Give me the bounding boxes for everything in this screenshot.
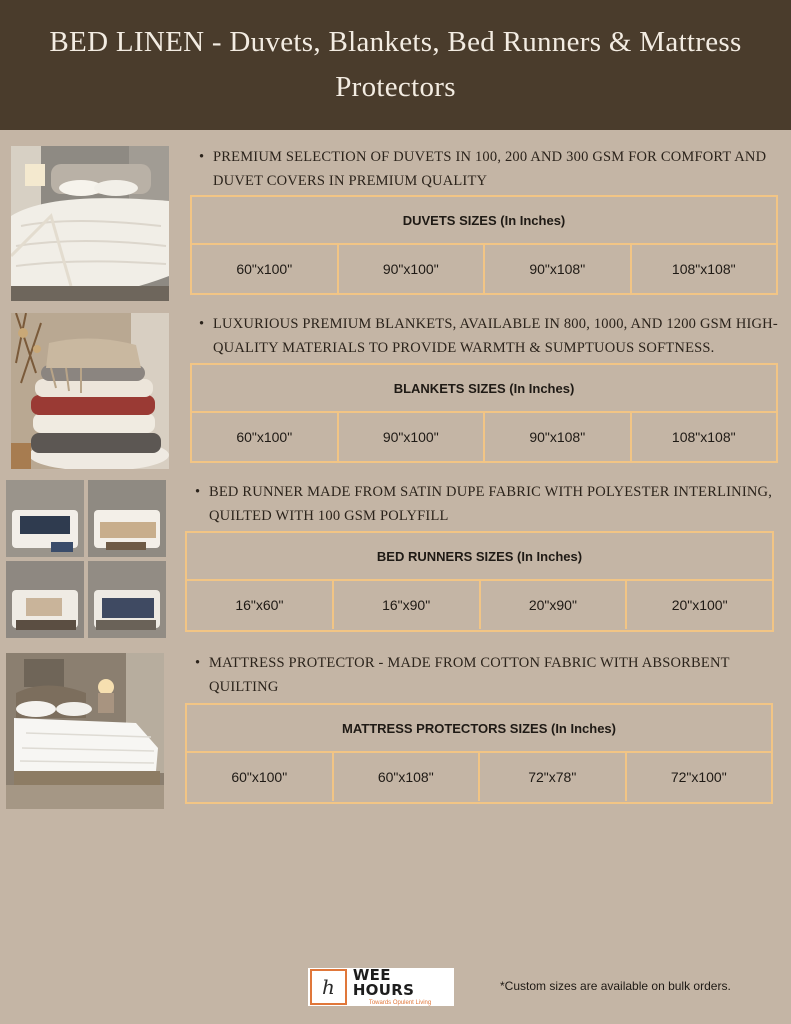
- table-row: [187, 753, 771, 801]
- table-title: DUVETS SIZES (In Inches): [192, 197, 776, 245]
- table-row: [192, 245, 776, 293]
- size-cell: 16"x60": [187, 581, 334, 629]
- size-cell: 90"x108": [485, 245, 632, 293]
- size-cell: 60"x100": [192, 413, 339, 461]
- blanket-stack-photo: [11, 313, 169, 469]
- page-title: BED LINEN - Duvets, Blankets, Bed Runners & Mattress Protectors: [49, 26, 742, 103]
- size-cell: 16"x90": [334, 581, 481, 629]
- size-cell: 90"x108": [485, 413, 632, 461]
- page-header: [0, 0, 791, 130]
- size-cell: 90"x100": [339, 413, 486, 461]
- custom-sizes-note: *Custom sizes are available on bulk orders.: [500, 979, 731, 993]
- table-title: MATTRESS PROTECTORS SIZES (In Inches): [187, 705, 771, 753]
- table-title: BED RUNNERS SIZES (In Inches): [187, 533, 772, 581]
- duvet-bed-photo: [11, 146, 169, 301]
- size-cell: 60"x100": [192, 245, 339, 293]
- bed-runner-collage-photo: [6, 480, 166, 638]
- size-cell: 20"x90": [481, 581, 628, 629]
- logo-name: WEE HOURS: [352, 966, 415, 999]
- logo-tagline: Towards Opulent Living: [368, 1000, 432, 1006]
- size-cell: 108"x108": [671, 261, 736, 277]
- blanket-description: • LUXURIOUS PREMIUM BLANKETS, AVAILABLE IN 800, 1000, AND 1200 GSM HIGH-QUALITY MATERIALS TO PROVIDE WARMTH & SUMPTUOUS SOFTNESS.: [199, 316, 778, 356]
- table-row: [187, 581, 772, 629]
- mattress-protector-description: • MATTRESS PROTECTOR - MADE FROM COTTON FABRIC WITH ABSORBENT QUILTING: [195, 655, 730, 695]
- wee-hours-logo: [308, 968, 454, 1006]
- blanket-sizes-table: [190, 363, 778, 463]
- logo-mark: h: [310, 969, 347, 1005]
- mattress-protector-sizes-table: [185, 703, 773, 804]
- table-title: BLANKETS SIZES (In Inches): [192, 365, 776, 413]
- table-row: [192, 413, 776, 461]
- duvet-description: • PREMIUM SELECTION OF DUVETS IN 100, 200 AND 300 GSM FOR COMFORT AND DUVET COVERS IN PREMIUM QUALITY: [199, 149, 767, 189]
- size-cell: 108"x108": [671, 429, 736, 445]
- size-cell: 72"x78": [480, 753, 627, 801]
- mattress-protector-photo: [6, 653, 164, 809]
- size-cell: 60"x108": [334, 753, 481, 801]
- size-cell: 60"x100": [187, 753, 334, 801]
- size-cell: 20"x100": [671, 597, 728, 613]
- size-cell: 90"x100": [339, 245, 486, 293]
- duvet-sizes-table: [190, 195, 778, 295]
- size-cell: 72"x100": [670, 769, 727, 785]
- bed-runner-description: • BED RUNNER MADE FROM SATIN DUPE FABRIC WITH POLYESTER INTERLINING, QUILTED WITH 100 GSM POLYFILL: [195, 484, 773, 524]
- bed-runner-sizes-table: [185, 531, 774, 632]
